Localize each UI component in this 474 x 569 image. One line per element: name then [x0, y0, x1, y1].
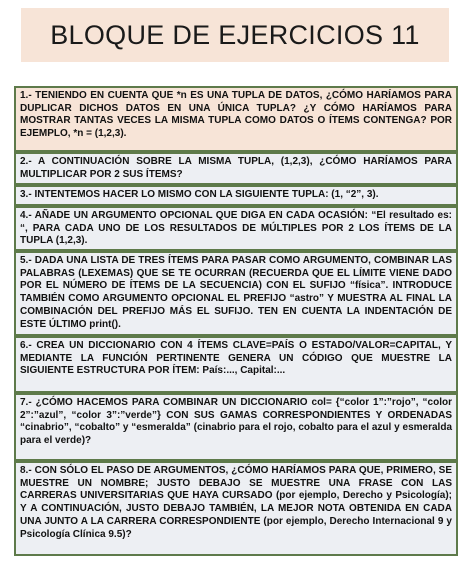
- exercise-text: 1.- TENIENDO EN CUENTA QUE *n ES UNA TUPLA DE DATOS, ¿CÓMO HARÍAMOS PARA DUPLICAR DICHOS DATOS EN UNA ÚNICA TUPLA? ¿Y CÓMO HARÍAMOS PARA MOSTRAR TANTAS VECES LA MISMA TUPLA COMO DATOS O ÍTEMS CONTENGA? POR EJEMPLO, *n = (1,2,3).: [20, 90, 452, 140]
- exercise-text: 4.- AÑADE UN ARGUMENTO OPCIONAL QUE DIGA EN CADA OCASIÓN: “El resultado es: “, PARA CADA UNO DE LOS RESULTADOS DE MÚLTIPLES POR 2 LOS ÍTEMS DE LA TUPLA (1,2,3).: [20, 210, 452, 247]
- exercise-text: 8.- CON SÓLO EL PASO DE ARGUMENTOS, ¿CÓMO HARÍAMOS PARA QUE, PRIMERO, SE MUESTRE UN NOMBRE; JUSTO DEBAJO SE MUESTRE UNA FRASE CON LAS CARRERAS UNIVERSITARIAS QUE HAYA CURSADO (por ejemplo, Derecho y Psicología); Y A CONTINUACIÓN, JUSTO DEBAJO TAMBIÉN, LA MEJOR NOTA OBTENIDA EN CADA UNA JUNTO A LA CARRERA CORRESPONDIENTE (por ejemplo, Derecho Internacional 9 y Psicología Clínica 9.5)?: [20, 465, 452, 540]
- exercise-item-6: [14, 336, 458, 393]
- exercise-item-8: [14, 461, 458, 556]
- exercise-item-7: [14, 393, 458, 461]
- exercise-item-1: [14, 86, 458, 152]
- title-banner: [21, 8, 449, 62]
- exercise-item-5: [14, 251, 458, 336]
- exercise-text: 2.- A CONTINUACIÓN SOBRE LA MISMA TUPLA, (1,2,3), ¿CÓMO HARÍAMOS PARA MULTIPLICAR POR 2 SUS ÍTEMS?: [20, 156, 452, 180]
- exercise-text: 7.- ¿CÓMO HACEMOS PARA COMBINAR UN DICCIONARIO col= {“color 1”:”rojo”, “color 2”:”azul”, “color 3”:”verde”} CON SUS GAMAS CORRESPONDIENTES Y ORDENADAS “cinabrio”, “cobalto” y “esmeralda” (cinabrio para el rojo, cobalto para el azul y esmeralda para el verde)?: [20, 397, 452, 447]
- page-title: BLOQUE DE EJERCICIOS 11: [50, 19, 420, 50]
- exercise-list: [14, 86, 458, 556]
- exercise-text: 3.- INTENTEMOS HACER LO MISMO CON LA SIGUIENTE TUPLA: (1, “2”, 3).: [20, 189, 379, 200]
- exercise-item-4: [14, 206, 458, 251]
- exercise-item-2: [14, 152, 458, 185]
- exercise-text: 5.- DADA UNA LISTA DE TRES ÍTEMS PARA PASAR COMO ARGUMENTO, COMBINAR LAS PALABRAS (LEXEMAS) QUE SE TE OCURRAN (RECUERDA QUE EL LÍMITE VIENE DADO POR EL NÚMERO DE ÍTEMS DE LA SECUENCIA) CON EL SUFIJO “física”. INTRODUCE TAMBIÉN COMO ARGUMENTO OPCIONAL EL PREFIJO “astro” Y MUESTRA AL FINAL LA COMBINACIÓN DEL PREFIJO MÁS EL SUFIJO. TEN EN CUENTA LA INDENTACIÓN DE ESTE ÚLTIMO print().: [20, 255, 452, 330]
- exercise-text: 6.- CREA UN DICCIONARIO CON 4 ÍTEMS CLAVE=PAÍS O ESTADO/VALOR=CAPITAL, Y MEDIANTE LA FUNCIÓN PERTINENTE GENERA UN CÓDIGO QUE MUESTRE LA SIGUIENTE ESTRUCTURA POR ÍTEM: País:..., Capital:...: [20, 340, 452, 377]
- exercise-item-3: [14, 185, 458, 206]
